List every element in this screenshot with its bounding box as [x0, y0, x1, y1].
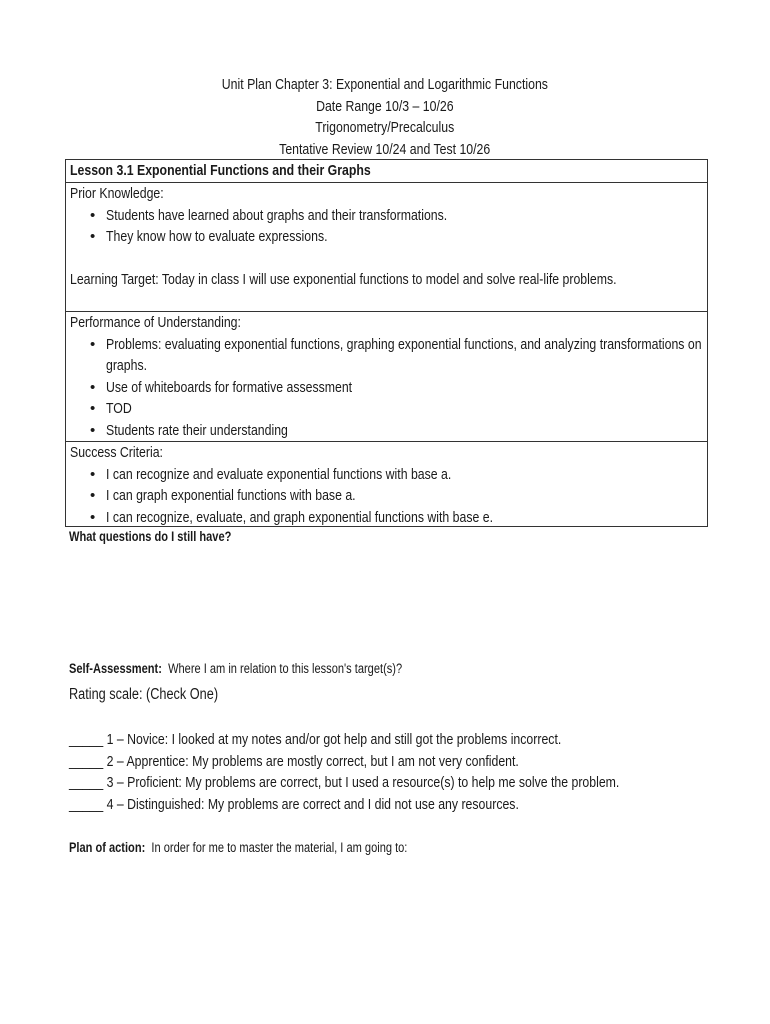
bullet-icon: •	[90, 378, 96, 396]
list-item: • Students rate their understanding	[70, 420, 707, 442]
list-item: • Use of whiteboards for formative assessment	[70, 377, 707, 399]
prior-knowledge-label: Prior Knowledge:	[70, 185, 164, 202]
plan-of-action-prompt: In order for me to master the material, I am going to:	[151, 840, 408, 855]
rating-list	[69, 729, 740, 815]
rating-option-novice: _____ 1 – Novice: I looked at my notes and/or got help and still got the problems incorrect.	[69, 731, 562, 748]
performance-row	[66, 312, 707, 442]
self-assessment-prompt: Where I am in relation to this lesson's target(s)?	[168, 661, 403, 676]
bullet-icon: •	[90, 206, 96, 224]
lesson-title-row	[66, 160, 707, 183]
bullet-icon: •	[90, 421, 96, 439]
header-date-range: Date Range 10/3 – 10/26	[316, 97, 454, 115]
rating-option-apprentice: _____ 2 – Apprentice: My problems are mostly correct, but I am not very confident.	[69, 752, 519, 770]
list-item: • I can graph exponential functions with base a.	[70, 485, 707, 507]
bullet-icon: •	[90, 465, 96, 483]
list-item-continuation: graphs.	[106, 357, 148, 374]
header-course: Trigonometry/Precalculus	[315, 119, 455, 136]
lesson-table	[65, 159, 708, 527]
bullet-icon: •	[90, 228, 96, 245]
list-item: • Problems: evaluating exponential functions, graphing exponential functions, and analyzing transformations on	[70, 334, 707, 356]
bullet-icon: •	[90, 487, 96, 504]
questions-heading: What questions do I still have?	[69, 529, 232, 544]
success-criteria-row	[66, 442, 707, 527]
bullet-icon: •	[90, 508, 96, 526]
header-review-test: Tentative Review 10/24 and Test 10/26	[279, 140, 491, 158]
prior-knowledge-row	[66, 183, 707, 312]
rating-option-proficient: _____ 3 – Proficient: My problems are correct, but I used a resource(s) to help me solve the problem.	[69, 774, 620, 791]
plan-of-action-line	[69, 840, 482, 855]
performance-label: Performance of Understanding:	[70, 314, 241, 331]
rating-scale-label: Rating scale: (Check One)	[69, 686, 219, 703]
list-item: • I can recognize and evaluate exponential functions with base a.	[70, 464, 707, 486]
list-item: • Students have learned about graphs and their transformations.	[70, 205, 707, 227]
list-item: • I can recognize, evaluate, and graph exponential functions with base e.	[70, 507, 707, 529]
document-header	[0, 74, 770, 160]
success-criteria-label: Success Criteria:	[70, 444, 163, 461]
list-item: • They know how to evaluate expressions.	[70, 226, 707, 248]
bullet-icon: •	[90, 335, 96, 353]
self-assessment-line	[69, 661, 475, 676]
rating-option-distinguished: _____ 4 – Distinguished: My problems are correct and I did not use any resources.	[69, 795, 519, 813]
learning-target: Learning Target: Today in class I will use exponential functions to model and solve real-life problems.	[70, 271, 617, 288]
bullet-icon: •	[90, 400, 96, 417]
list-item: • TOD	[70, 398, 707, 420]
plan-of-action-label: Plan of action:	[69, 840, 146, 855]
header-unit-title: Unit Plan Chapter 3: Exponential and Logarithmic Functions	[221, 76, 549, 93]
self-assessment-label: Self-Assessment:	[69, 661, 162, 676]
lesson-title: Lesson 3.1 Exponential Functions and their Graphs	[70, 162, 371, 179]
